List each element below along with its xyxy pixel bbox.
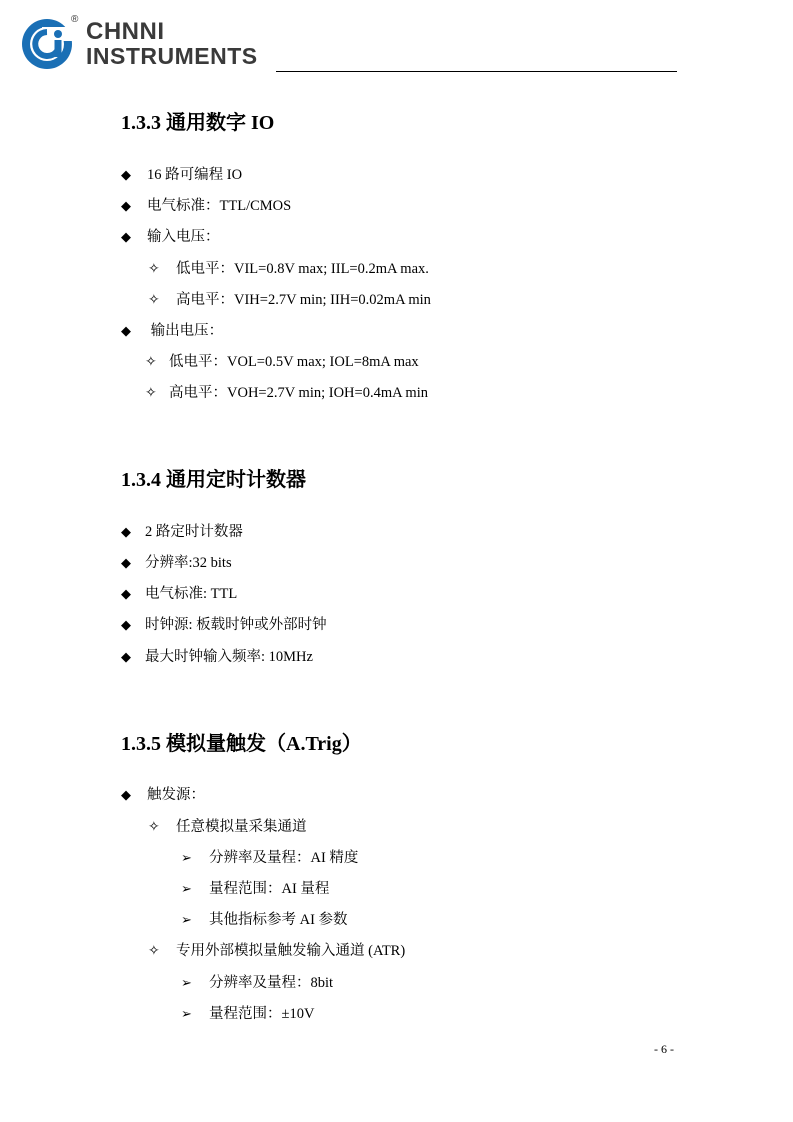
list-item xyxy=(121,163,242,184)
list-item-text: 2 路定时计数器 xyxy=(145,524,243,540)
star-bullet-icon: ✧ xyxy=(148,262,160,277)
star-bullet-icon: ✧ xyxy=(148,820,160,835)
list-item-text: 低电平：VIL=0.8V max; IIL=0.2mA max. xyxy=(176,261,429,277)
star-bullet-icon: ✧ xyxy=(148,293,160,308)
diamond-bullet-icon: ◆ xyxy=(121,198,131,213)
diamond-bullet-icon: ◆ xyxy=(121,555,131,570)
list-item-text: 量程范围：±10V xyxy=(209,1006,315,1022)
page-number: - 6 - xyxy=(654,1042,674,1056)
diamond-bullet-icon: ◆ xyxy=(121,649,131,664)
list-item-text: 时钟源: 板载时钟或外部时钟 xyxy=(145,617,327,633)
list-item-text: 触发源： xyxy=(147,787,205,803)
list-item xyxy=(121,613,327,634)
list-item xyxy=(181,971,333,992)
list-item xyxy=(121,319,223,340)
arrow-bullet-icon: ➢ xyxy=(181,881,192,896)
list-item xyxy=(145,350,419,371)
list-item xyxy=(181,846,358,867)
list-item-text: 16 路可编程 IO xyxy=(147,167,243,183)
list-item-text: 输出电压： xyxy=(147,323,224,339)
list-item-text: 专用外部模拟量触发输入通道 (ATR) xyxy=(176,943,406,959)
arrow-bullet-icon: ➢ xyxy=(181,850,192,865)
list-item xyxy=(145,381,428,402)
list-item xyxy=(148,288,431,309)
list-item-text: 其他指标参考 AI 参数 xyxy=(209,912,348,928)
brand-name-line1: CHNNI xyxy=(86,18,165,45)
diamond-bullet-icon: ◆ xyxy=(121,229,131,244)
arrow-bullet-icon: ➢ xyxy=(181,1006,192,1021)
list-item-text: 电气标准：TTL/CMOS xyxy=(147,198,292,214)
arrow-bullet-icon: ➢ xyxy=(181,975,192,990)
diamond-bullet-icon: ◆ xyxy=(121,323,131,338)
list-item-text: 电气标准: TTL xyxy=(145,586,238,602)
list-item-text: 高电平：VOH=2.7V min; IOH=0.4mA min xyxy=(169,385,428,401)
list-item-text: 高电平：VIH=2.7V min; IIH=0.02mA min xyxy=(176,292,431,308)
list-item xyxy=(121,225,220,246)
registered-mark: ® xyxy=(71,14,79,25)
list-item xyxy=(181,1002,314,1023)
header-rule xyxy=(276,71,677,72)
section-title-analog-trigger: 1.3.5 模拟量触发（A.Trig） xyxy=(121,733,362,755)
list-item-text: 低电平：VOL=0.5V max; IOL=8mA max xyxy=(169,354,419,370)
diamond-bullet-icon: ◆ xyxy=(121,617,131,632)
diamond-bullet-icon: ◆ xyxy=(121,586,131,601)
list-item xyxy=(181,877,329,898)
list-item-text: 分辨率:32 bits xyxy=(145,555,232,571)
list-item xyxy=(181,908,348,929)
list-item xyxy=(121,645,313,666)
diamond-bullet-icon: ◆ xyxy=(121,787,131,802)
section-title-timer-counter: 1.3.4 通用定时计数器 xyxy=(121,469,306,491)
list-item xyxy=(121,520,243,541)
list-item-text: 输入电压： xyxy=(147,229,220,245)
arrow-bullet-icon: ➢ xyxy=(181,912,192,927)
list-item xyxy=(121,582,237,603)
list-item-text: 分辨率及量程：8bit xyxy=(209,975,334,991)
star-bullet-icon: ✧ xyxy=(145,386,157,401)
list-item xyxy=(148,257,429,278)
diamond-bullet-icon: ◆ xyxy=(121,167,131,182)
list-item-text: 分辨率及量程：AI 精度 xyxy=(209,850,359,866)
company-logo xyxy=(20,14,275,74)
list-item-text: 最大时钟输入频率: 10MHz xyxy=(145,649,313,665)
ci-logo-icon xyxy=(20,14,79,72)
list-item xyxy=(148,939,405,960)
list-item xyxy=(121,194,291,215)
star-bullet-icon: ✧ xyxy=(145,355,157,370)
list-item xyxy=(148,815,307,836)
brand-name-line2: INSTRUMENTS xyxy=(86,43,258,69)
list-item-text: 量程范围：AI 量程 xyxy=(209,881,330,897)
list-item xyxy=(121,783,205,804)
section-title-digital-io: 1.3.3 通用数字 IO xyxy=(121,112,275,134)
list-item-text: 任意模拟量采集通道 xyxy=(176,819,307,835)
list-item xyxy=(121,551,232,572)
star-bullet-icon: ✧ xyxy=(148,944,160,959)
diamond-bullet-icon: ◆ xyxy=(121,524,131,539)
